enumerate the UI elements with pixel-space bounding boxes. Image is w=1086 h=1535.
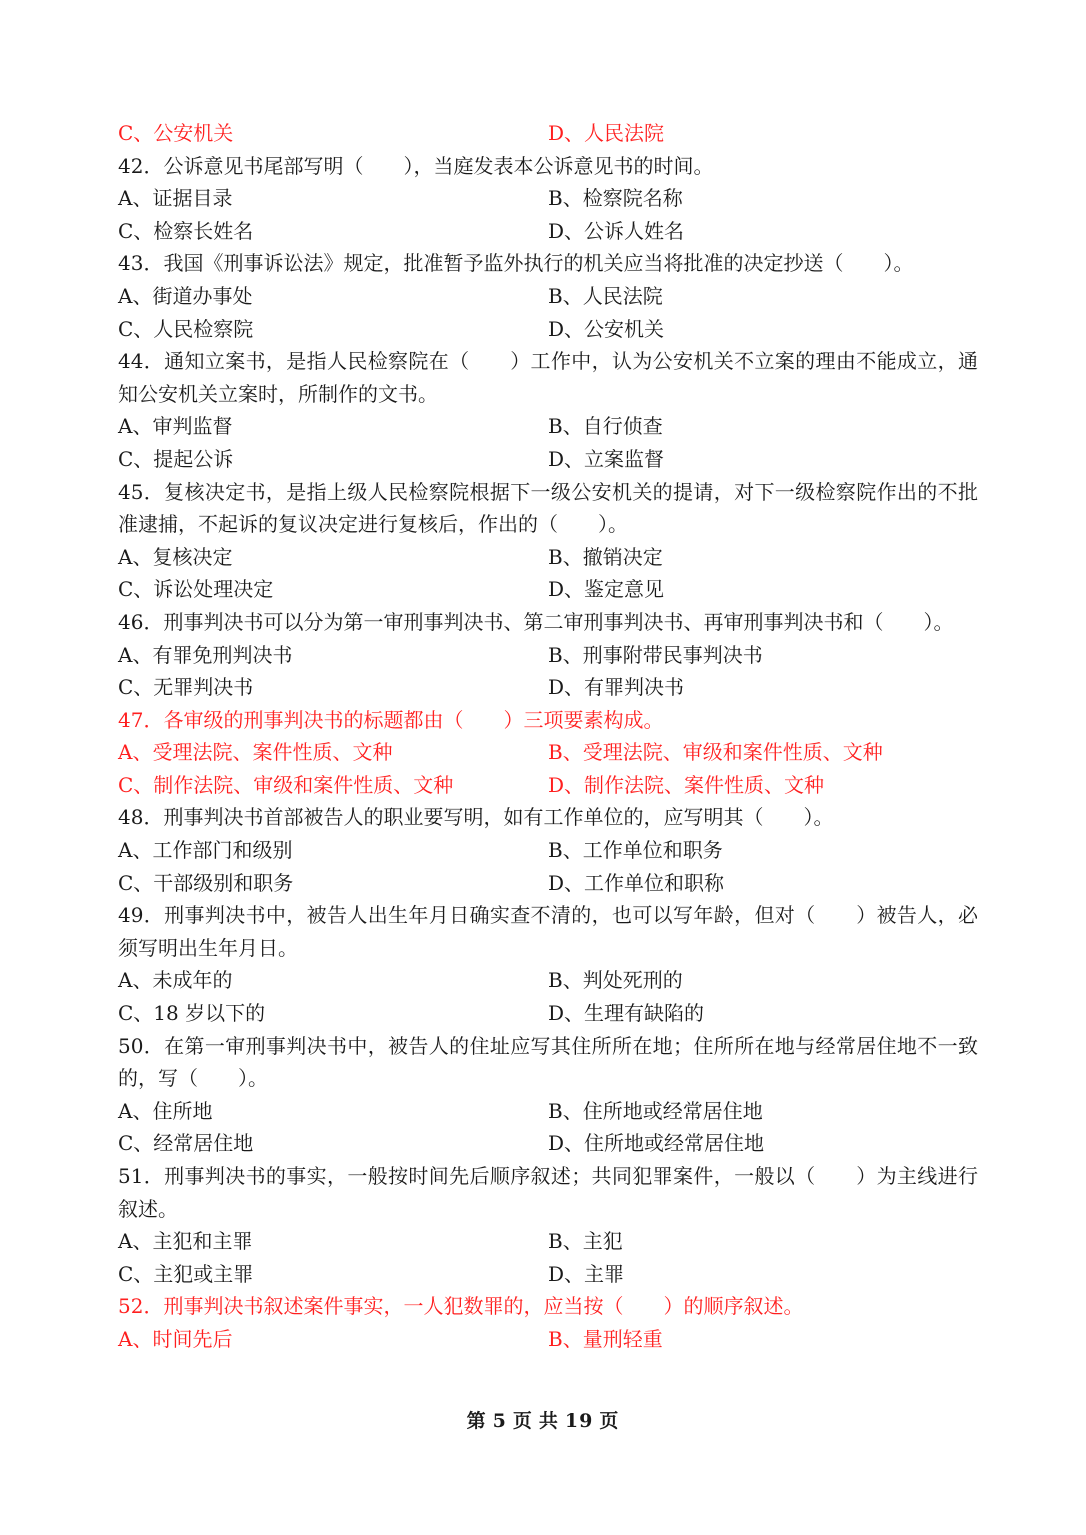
question-text: 52．刑事判决书叙述案件事实，一人犯数罪的，应当按（ ）的顺序叙述。 [118,1294,804,1319]
option-b: B、量刑轻重 [548,1326,663,1351]
option-d: D、鉴定意见 [548,577,665,602]
question-49 [118,899,978,1029]
option-c: C、无罪判决书 [118,675,254,700]
option-b: B、刑事附带民事判决书 [548,642,763,667]
option-d: D、制作法院、案件性质、文种 [548,772,825,797]
question-text: 42．公诉意见书尾部写明（ ），当庭发表本公诉意见书的时间。 [118,153,714,178]
option-a: A、证据目录 [118,186,233,211]
option-c: C、经常居住地 [118,1131,254,1156]
option-b: B、受理法院、审级和案件性质、文种 [548,740,883,765]
option-c: C、制作法院、审级和案件性质、文种 [118,772,454,797]
question-48 [118,801,978,899]
option-c: C、18 岁以下的 [118,1001,266,1026]
option-a: A、复核决定 [118,544,233,569]
option-c: C、诉讼处理决定 [118,577,274,602]
option-d: D、公诉人姓名 [548,218,685,243]
option-a: A、住所地 [118,1098,213,1123]
option-a: A、时间先后 [118,1326,233,1351]
option-d: D、工作单位和职称 [548,870,725,895]
question-43 [118,247,978,345]
option-b: B、人民法院 [548,283,663,308]
question-51 [118,1160,978,1290]
option-c: C、公安机关 [118,121,234,145]
question-45 [118,476,978,606]
footer-label: 页 [599,1410,620,1432]
option-d: D、人民法院 [548,121,665,145]
question-52 [118,1290,978,1355]
footer-label: 页 [512,1410,533,1432]
total-page-count: 19 [564,1410,594,1432]
question-text: 45．复核决定书，是指上级人民检察院根据下一级公安机关的提请，对下一级检察院作出的不批准逮捕，不起诉的复议决定进行复核后，作出的（ ）。 [118,479,978,537]
option-a: A、工作部门和级别 [118,838,293,863]
option-a: A、审判监督 [118,414,233,439]
option-b: B、主犯 [548,1229,623,1254]
question-text: 50．在第一审刑事判决书中，被告人的住址应写其住所所在地；住所所在地与经常居住地不一致的，写（ ）。 [118,1033,978,1091]
question-44 [118,345,978,475]
option-b: B、撤销决定 [548,544,663,569]
option-b: B、自行侦查 [548,414,663,439]
option-c: C、提起公诉 [118,446,234,471]
question-text: 51．刑事判决书的事实，一般按时间先后顺序叙述；共同犯罪案件，一般以（ ）为主线进行叙述。 [118,1164,978,1221]
footer-label: 共 [538,1410,559,1432]
question-47 [118,704,978,802]
option-a: A、未成年的 [118,968,233,993]
option-b: B、判处死刑的 [548,968,683,993]
question-42 [118,150,978,248]
option-d: D、有罪判决书 [548,675,685,700]
option-d: D、住所地或经常居住地 [548,1131,765,1156]
option-a: A、受理法院、案件性质、文种 [118,740,393,765]
option-a: A、主犯和主罪 [118,1229,253,1254]
current-page-number: 5 [492,1410,507,1432]
option-b: B、检察院名称 [548,186,683,211]
footer-label: 第 [466,1410,487,1432]
question-text: 48．刑事判决书首部被告人的职业要写明，如有工作单位的，应写明其（ ）。 [118,805,834,830]
question-text: 46．刑事判决书可以分为第一审刑事判决书、第二审刑事判决书、再审刑事判决书和（ ）。 [118,609,954,634]
option-c: C、主犯或主罪 [118,1261,254,1286]
option-d: D、立案监督 [548,446,665,471]
option-c: C、人民检察院 [118,316,254,341]
page-footer [0,1406,1086,1433]
option-c: C、检察长姓名 [118,218,254,243]
question-text: 47．各审级的刑事判决书的标题都由（ ）三项要素构成。 [118,707,664,732]
option-a: A、有罪免刑判决书 [118,642,293,667]
option-b: B、住所地或经常居住地 [548,1098,763,1123]
option-d: D、主罪 [548,1261,625,1286]
document-page [118,117,978,1356]
question-text: 43．我国《刑事诉讼法》规定，批准暂予监外执行的机关应当将批准的决定抄送（ ）。 [118,251,914,276]
option-c: C、干部级别和职务 [118,870,294,895]
question-text: 44．通知立案书，是指人民检察院在（ ）工作中，认为公安机关不立案的理由不能成立，通知公安机关立案时，所制作的文书。 [118,349,978,406]
option-a: A、街道办事处 [118,283,253,308]
option-d: D、公安机关 [548,316,665,341]
option-row [118,117,978,150]
question-50 [118,1030,978,1160]
option-d: D、生理有缺陷的 [548,1001,705,1026]
question-46 [118,606,978,704]
option-b: B、工作单位和职务 [548,838,723,863]
question-text: 49．刑事判决书中，被告人出生年月日确实查不清的，也可以写年龄，但对（ ）被告人，必须写明出生年月日。 [118,903,978,960]
